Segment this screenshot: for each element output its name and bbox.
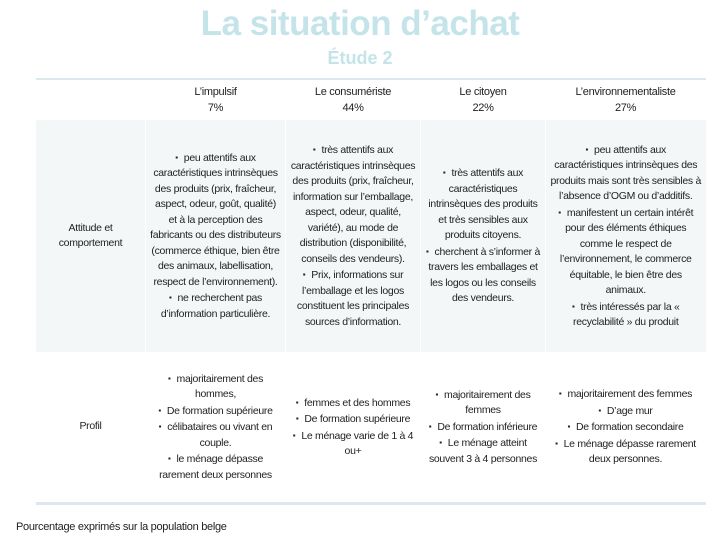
bullet-text: De formation secondaire: [576, 421, 684, 434]
header-cell: [421, 79, 546, 120]
column-percentage: 7%: [207, 102, 224, 114]
bullet-text: De formation inférieure: [437, 420, 538, 433]
bullet-item: [550, 205, 702, 299]
bullet-icon: ▪: [598, 405, 601, 415]
row-label: Profil: [79, 420, 102, 433]
header-cell: [286, 79, 421, 120]
bullet-icon: ▪: [428, 421, 432, 431]
bullet-item: [425, 165, 541, 244]
bullet-icon: ▪: [442, 168, 446, 178]
footnote: Pourcentage exprimés sur la population belge: [16, 521, 227, 533]
bullet-item: [550, 299, 702, 331]
bullet-icon: ▪: [558, 389, 562, 399]
page-subtitle: Étude 2: [327, 48, 393, 68]
bullet-item: [550, 142, 702, 205]
bullet-text: majoritairement des hommes,: [176, 372, 264, 401]
bullet-icon: ▪: [555, 438, 558, 448]
table-cell: [546, 352, 706, 504]
table-row: [36, 352, 706, 504]
bullet-text: Le ménage dépasse rarement deux personnes.: [563, 437, 696, 466]
column-name: L’environnementaliste: [575, 86, 676, 98]
bullet-text: D’age mur: [606, 404, 653, 417]
bullet-icon: ▪: [168, 293, 172, 303]
bullet-text: Prix, informations sur l’emballage et les logos constituent les principales sources d’information.: [296, 269, 410, 328]
bullet-icon: ▪: [158, 422, 162, 432]
bullet-item: [425, 387, 542, 419]
page-title: La situation d’achat: [200, 4, 520, 43]
segments-table: [35, 78, 706, 505]
bullet-item: [290, 267, 416, 330]
bullet-icon: ▪: [167, 454, 171, 464]
bullet-icon: ▪: [571, 301, 575, 311]
bullet-icon: ▪: [439, 438, 442, 448]
bullet-icon: ▪: [426, 246, 429, 256]
bullet-text: ne recherchent pas d’information particulière.: [160, 292, 271, 320]
table-cell: [146, 352, 286, 504]
bullet-icon: ▪: [567, 422, 571, 432]
column-name: Le consumériste: [314, 86, 392, 98]
bullet-item: [150, 451, 282, 483]
bullet-item: [290, 395, 417, 412]
bullet-text: Le ménage atteint souvent 3 à 4 personnes: [428, 437, 538, 465]
bullet-text: très attentifs aux caractéristiques intrinsèques des produits (prix, fraîcheur, information sur l’emballage, aspect, odeur, qualité, variété), au mode de distribution (disponibilité, conseils des vendeurs).: [290, 144, 416, 265]
bullet-icon: ▪: [312, 145, 316, 154]
bullet-text: le ménage dépasse rarement deux personnes: [159, 453, 272, 481]
table-cell: [286, 120, 421, 352]
bullet-item: [150, 403, 282, 420]
bullet-item: [425, 419, 542, 436]
table-cell: [286, 352, 421, 504]
table-cell: [421, 352, 546, 504]
bullet-item: [550, 403, 702, 420]
table-row: [36, 120, 706, 352]
bullet-text: très intéressés par la « recyclabilité » du produit: [573, 300, 680, 328]
row-label: Attitude et comportement: [36, 120, 146, 352]
bullet-item: [550, 419, 702, 436]
bullet-item: [290, 142, 416, 267]
header-cell: [546, 79, 706, 120]
bullet-icon: ▪: [167, 373, 171, 383]
bullet-icon: ▪: [175, 152, 178, 162]
bullet-icon: ▪: [435, 389, 439, 399]
bullet-icon: ▪: [558, 207, 561, 217]
bullet-item: [550, 436, 702, 468]
bullet-text: cherchent à s’informer à travers les emballages et les logos ou les conseils des vendeurs.: [428, 245, 540, 305]
bullet-item: [150, 150, 281, 291]
bullet-text: célibataires ou vivant en couple.: [167, 421, 273, 449]
column-percentage: 27%: [614, 102, 637, 114]
bullet-item: [150, 290, 281, 322]
bullet-text: très attentifs aux caractéristiques intrinsèques des produits et très sensibles aux produits citoyens.: [428, 167, 538, 242]
bullet-item: [550, 386, 702, 403]
bullet-item: [425, 435, 542, 467]
bullet-text: femmes et des hommes: [304, 396, 411, 409]
bullet-icon: ▪: [292, 430, 296, 440]
bullet-text: De formation supérieure: [304, 413, 411, 425]
bullet-text: manifestent un certain intérêt pour des éléments éthiques comme le respect de l’environnement, le commerce équitable, le bien être des animaux.: [559, 206, 694, 296]
header-cell: [146, 79, 286, 120]
bullet-item: [150, 419, 282, 451]
column-percentage: 44%: [342, 102, 364, 114]
bullet-icon: ▪: [295, 397, 299, 407]
bullet-icon: ▪: [158, 405, 161, 415]
header-empty: [36, 79, 146, 120]
table-header-row: [36, 79, 706, 120]
bullet-text: majoritairement des femmes: [567, 388, 693, 401]
column-name: L’impulsif: [194, 86, 237, 98]
table-cell: [546, 120, 706, 352]
bullet-icon: ▪: [295, 414, 299, 423]
bullet-text: De formation supérieure: [166, 404, 273, 417]
bullet-item: [425, 244, 541, 307]
column-percentage: 22%: [472, 102, 494, 114]
bullet-icon: ▪: [585, 144, 589, 154]
column-name: Le citoyen: [459, 86, 507, 98]
bullet-item: [290, 428, 417, 460]
bullet-text: peu attentifs aux caractéristiques intrinsèques des produits (prix, fraîcheur, aspect, odeur, goût, qualité) et à la perception des fabricants ou des distributeurs (commerce éthique, bien être des animaux, labellisation, respect de l’environnement).: [150, 151, 281, 288]
table-cell: [421, 120, 546, 352]
bullet-item: [150, 371, 282, 403]
bullet-text: majoritairement des femmes: [444, 388, 531, 417]
bullet-item: [290, 411, 417, 428]
bullet-text: peu attentifs aux caractéristiques intrinsèques des produits mais sont très sensibles à l’absence d’OGM ou d’additifs.: [550, 143, 702, 202]
table-cell: [146, 120, 286, 352]
bullet-icon: ▪: [302, 270, 306, 279]
bullet-text: Le ménage varie de 1 à 4 ou+: [301, 429, 414, 457]
